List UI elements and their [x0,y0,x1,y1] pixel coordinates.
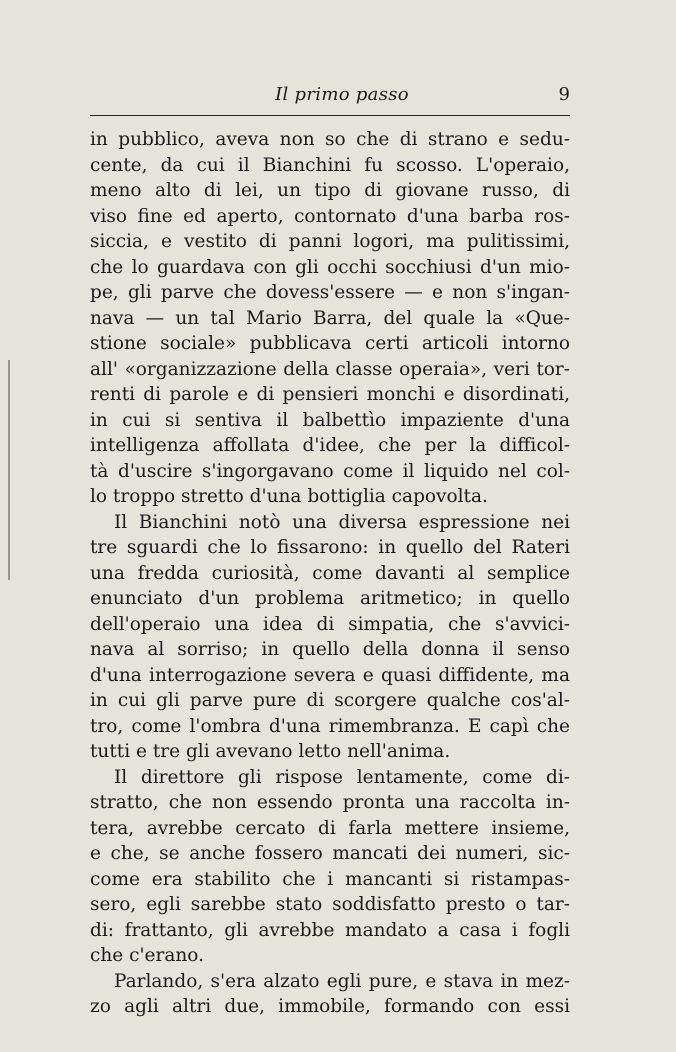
text-line: stratto, che non essendo pronta una raccolta in- [90,792,570,813]
running-title: Il primo passo [275,84,409,105]
text-line: tre sguardi che lo fissarono: in quello del Rateri [90,537,570,558]
text-line: in pubblico, aveva non so che di strano e sedu- [90,129,570,150]
text-line: di: frattanto, gli avrebbe mandato a casa i fogli [90,919,570,941]
text-line: enunciato d'un problema aritmetico; in quello [90,588,570,609]
text-line: in cui gli parve pure di scorgere qualche cos'al- [90,690,570,711]
text-line: tutti e tre gli avevano letto nell'anima. [90,741,451,762]
text-line: dell'operaio una idea di simpatia, che s'avvici- [90,613,570,635]
text-line: che lo guardava con gli occhi socchiusi d'un mio- [90,256,570,278]
text-line: all' «organizzazione della classe operaia», veri tor- [90,358,570,380]
text-line: cente, da cui il Bianchini fu scosso. L'operaio, [90,154,570,176]
text-line: che c'erano. [90,945,204,966]
text-line: nava al sorriso; in quello della donna il senso [90,639,570,660]
text-line: in cui si sentiva il balbettìo impaziente d'una [90,409,570,431]
text-line: Parlando, s'era alzato egli pure, e stava in mez- [114,970,570,992]
text-line: come era stabilito che i mancanti si ristampas- [90,868,570,890]
text-line: Il Bianchini notò una diversa espressione nei [114,511,570,533]
text-line: renti di parole e di pensieri monchi e disordinati, [90,384,570,405]
text-line: nava — un tal Mario Barra, del quale la «Que- [90,307,570,329]
text-line: Il direttore gli rispose lentamente, come di- [114,766,570,788]
page-number: 9 [558,84,570,105]
text-line: una fredda curiosità, come davanti al semplice [90,562,570,584]
text-line: stione sociale» pubblicava certi articoli intorno [90,333,570,354]
running-head [90,84,570,114]
text-line: e che, se anche fossero mancati dei numeri, sic- [90,843,570,864]
body-text [90,127,570,1020]
text-line: viso fine ed aperto, contornato d'una barba ros- [90,205,570,227]
text-line: d'una interrogazione severa e quasi diffidente, ma [90,664,570,686]
text-line: tà d'uscire s'ingorgavano come il liquido nel col- [90,460,570,482]
text-line: meno alto di lei, un tipo di giovane russo, di [90,180,570,201]
text-line: pe, gli parve che dovess'essere — e non s'ingan- [90,282,570,303]
header-rule [90,115,570,116]
text-line: intelligenza affollata d'idee, che per la difficol- [90,435,570,456]
margin-pencil-mark [8,360,10,580]
text-line: tro, come l'ombra d'una rimembranza. E capì che [90,715,570,737]
text-line: tera, avrebbe cercato di farla mettere insieme, [90,817,570,839]
text-line: lo troppo stretto d'una bottiglia capovolta. [90,486,488,507]
text-line: sero, egli sarebbe stato soddisfatto presto o tar- [90,894,570,915]
text-line: zo agli altri due, immobile, formando con essi [90,996,570,1017]
text-line: siccia, e vestito di panni logori, ma pulitissimi, [90,231,570,252]
